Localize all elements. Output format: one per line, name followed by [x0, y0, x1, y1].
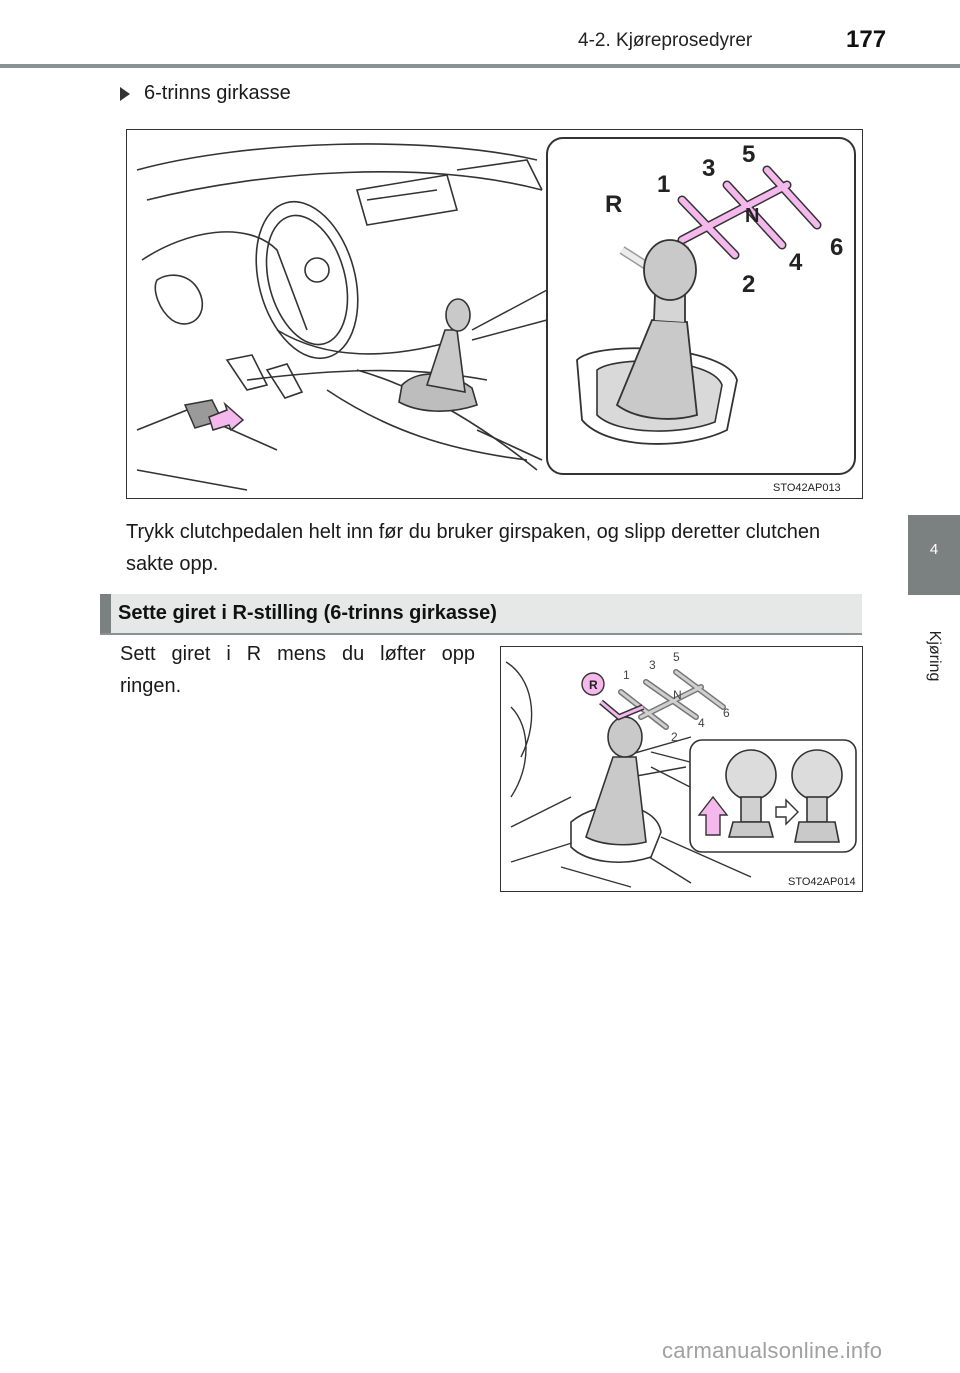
watermark-text: carmanualsonline.info: [662, 1338, 883, 1363]
gear-label-5: 5: [742, 141, 756, 168]
section-accent: [100, 594, 111, 633]
rev-gear-label-n: N: [673, 688, 682, 702]
page-number: 177: [846, 26, 887, 53]
section-heading-bar: [100, 594, 862, 635]
rev-gear-label-5: 5: [673, 650, 680, 664]
gear-label-n: N: [745, 205, 760, 227]
gear-label-r: R: [605, 191, 623, 218]
triangle-bullet-icon: [120, 87, 130, 101]
gear-label-3: 3: [702, 155, 716, 182]
reverse-instruction-line1: Sett giret i R mens du løfter opp: [120, 643, 475, 665]
section-title: Sette giret i R-stilling (6-trinns girkasse): [118, 602, 497, 624]
reverse-instruction-line2: ringen.: [120, 675, 182, 697]
bullet-text: 6-trinns girkasse: [144, 82, 291, 104]
figure-shifter-illustration: [126, 129, 863, 499]
gear-label-2: 2: [742, 271, 756, 298]
bullet-heading: [120, 82, 291, 105]
reverse-shift-illustration: [501, 647, 862, 891]
gear-label-1: 1: [657, 171, 671, 198]
rev-gear-label-1: 1: [623, 668, 630, 682]
dashboard-illustration: [127, 130, 862, 498]
figure-code-2: STO42AP014: [788, 876, 856, 888]
instruction-paragraph: Trykk clutchpedalen helt inn før du bruker girspaken, og slipp deretter clutchen sakte opp.: [126, 521, 821, 575]
reverse-instruction-paragraph: [120, 638, 475, 702]
chapter-number: 4: [929, 541, 939, 558]
rev-gear-label-6: 6: [723, 706, 730, 720]
rev-gear-label-2: 2: [671, 730, 678, 744]
header-section-title: 4-2. Kjøreprosedyrer: [578, 30, 753, 51]
header-rule: [0, 64, 960, 68]
rev-gear-label-3: 3: [649, 658, 656, 672]
gear-label-4: 4: [789, 249, 803, 276]
rev-gear-label-r: R: [589, 678, 598, 692]
gear-label-6: 6: [830, 234, 844, 261]
chapter-label: Kjøring: [926, 630, 943, 682]
figure-code: STO42AP013: [773, 482, 841, 494]
figure-reverse-illustration: [500, 646, 863, 892]
rev-gear-label-4: 4: [698, 716, 705, 730]
